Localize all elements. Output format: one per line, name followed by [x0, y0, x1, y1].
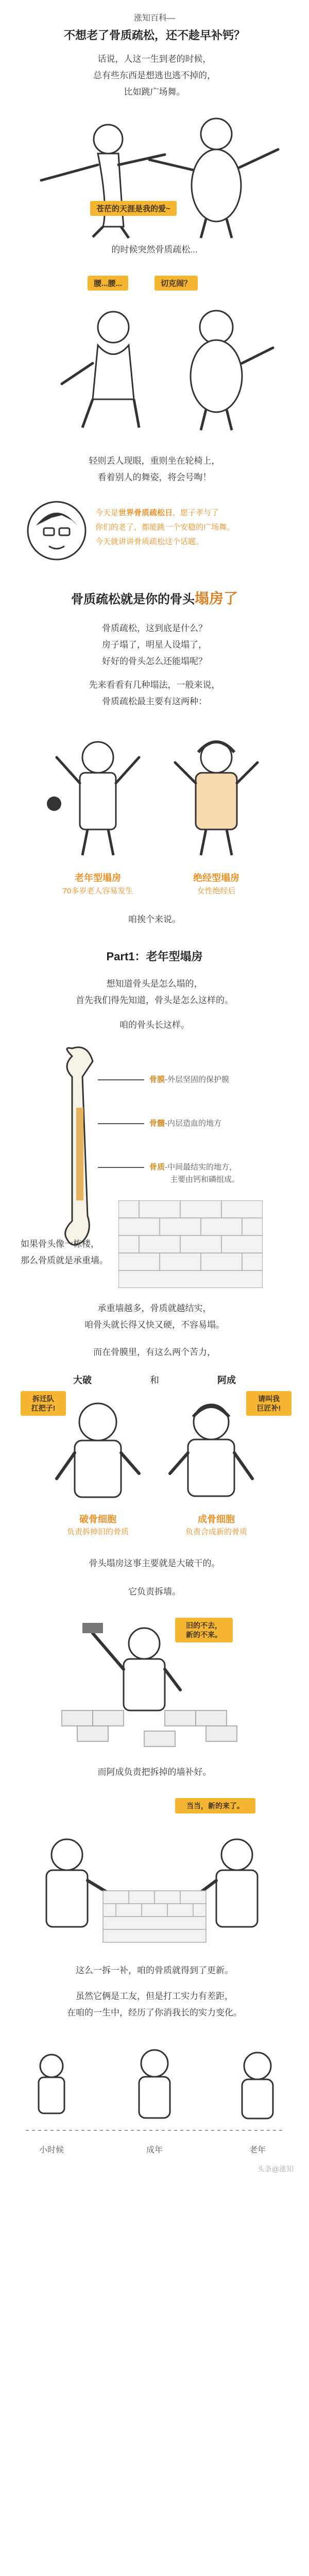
cell1-desc: 负责拆掉旧的骨质 [66, 1528, 129, 1536]
part1-line-1: 想知道骨头是怎么塌的， [106, 979, 203, 989]
pair-left-name: 大破 [73, 1375, 92, 1385]
s1-line-5: 骨质疏松最主要有这两种： [102, 697, 207, 706]
note-periosteum: 骨膜-外层坚固的保护膜 [149, 1075, 230, 1084]
note-bone-matter-2: 主要由钙和磷组成。 [170, 1175, 240, 1184]
type2-desc: 女性绝经后 [197, 887, 236, 895]
pair-and: 和 [150, 1375, 159, 1385]
bubble-check: 切克闹？ [154, 276, 198, 291]
author-avatar [26, 500, 88, 562]
series-label: 涨知百科— [133, 14, 175, 23]
part1-line-12: 这么一拆一补，咱的骨质就得到了更新。 [76, 1965, 233, 1975]
bubble-waist: 腰...腰... [88, 276, 128, 291]
cell2-desc: 负责合成新的骨质 [185, 1528, 247, 1536]
part1-line-4: 如果骨头像一栋楼， [21, 1239, 99, 1249]
cell2-name: 成骨细胞 [198, 1514, 235, 1524]
section-title: 骨质疏松就是你的骨头塌房了 [71, 590, 238, 606]
watermark: 头条@涨知 [257, 2165, 294, 2173]
bubble-builder: 请叫我 巨匠补! [246, 1391, 291, 1416]
intro-line-3: 比如跳广场舞。 [124, 87, 185, 97]
note-marrow: 骨髓-内层造血的地方 [149, 1119, 222, 1128]
callout-line-1: 今天是世界骨质疏松日，愿子孝与了 [95, 509, 219, 517]
s1-line-4: 先来看看有几种塌法，一般来说， [89, 680, 220, 690]
demolish-illustration [41, 1613, 268, 1757]
part1-line-10: 它负责拆墙。 [128, 1587, 181, 1597]
bubble-old-new: 旧的不去， 新的不来。 [175, 1618, 233, 1642]
pair-right-name: 阿成 [217, 1375, 236, 1385]
type1-desc: 70多岁老人容易发生 [62, 887, 133, 895]
part1-line-6: 承重墙越多，骨质就越结实， [97, 1303, 212, 1313]
wall-illustration [118, 1200, 263, 1288]
part1-line-11: 而阿成负责把拆掉的墙补好。 [97, 1767, 212, 1777]
part1-title: Part1：老年型塌房 [106, 950, 203, 963]
dancing-elders-illustration [21, 103, 288, 242]
song-banner: 苍茫的天涯是我的爱~ [90, 201, 177, 216]
part1-line-7: 咱骨头就长得又快又硬，不容易塌。 [84, 1320, 225, 1330]
intro-line-1: 话说，人这一生到老的时候， [97, 54, 212, 64]
bubble-new-arrives: 当当，新的来了。 [175, 1798, 255, 1814]
page-title: 不想老了骨质疏松，还不趁早补钙？ [63, 29, 245, 42]
part1-line-13: 虽然它俩是工友，但是打工实力有差距， [76, 1991, 233, 2001]
type2-name: 绝经型塌房 [193, 873, 239, 883]
part1-line-5: 那么骨质就是承重墙。 [21, 1256, 108, 1265]
bubble-demolish: 拆迁队 扛把子! [21, 1391, 66, 1416]
type1-name: 老年型塌房 [75, 873, 121, 883]
cell1-name: 破骨细胞 [79, 1514, 116, 1524]
cells-illustration [31, 1391, 278, 1510]
intro-line-4: 的时候突然骨质疏松... [111, 245, 198, 255]
age-elder: 老年 [249, 2146, 266, 2155]
age-child: 小时候 [39, 2146, 64, 2155]
part1-line-9: 骨头塌房这事主要就是大破干的。 [89, 1558, 220, 1568]
life-stages-illustration [15, 2035, 294, 2138]
note-bone-matter: 骨质-中间最结实的地方， [149, 1163, 237, 1172]
part1-line-14: 在咱的一生中，经历了你消我长的实力变化。 [67, 2008, 242, 2018]
intro-line-5: 轻则丢人现眼，重则坐在轮椅上， [89, 456, 220, 466]
age-adult: 成年 [146, 2146, 163, 2155]
collapse-illustration [31, 296, 278, 435]
part1-line-3: 咱的骨头长这样。 [119, 1020, 190, 1030]
intro-line-2: 总有些东西是想逃也逃不掉的， [93, 71, 216, 80]
s1-line-2: 房子塌了，明星人设塌了， [102, 640, 207, 650]
callout-line-3: 今天就讲讲骨质疏松这个话题。 [95, 537, 204, 546]
part1-line-8: 而在骨膜里，有这么两个苦力， [93, 1347, 216, 1357]
callout-line-2: 你们的老了，都能跳一个安稳的广场舞。 [95, 523, 235, 532]
part1-line-2: 首先我们得先知道，骨头是怎么这样的。 [76, 995, 233, 1005]
two-types-illustration [21, 721, 288, 866]
s1-line-3: 好好的骨头怎么还能塌呢？ [102, 656, 207, 666]
intro-line-6: 看着别人的舞姿，将会号啕！ [97, 472, 212, 482]
intro-callout [26, 495, 283, 567]
build-illustration [21, 1814, 288, 1953]
s1-line-6: 咱挨个来说。 [128, 914, 181, 924]
s1-line-1: 骨质疏松，这到底是什么？ [102, 623, 207, 633]
